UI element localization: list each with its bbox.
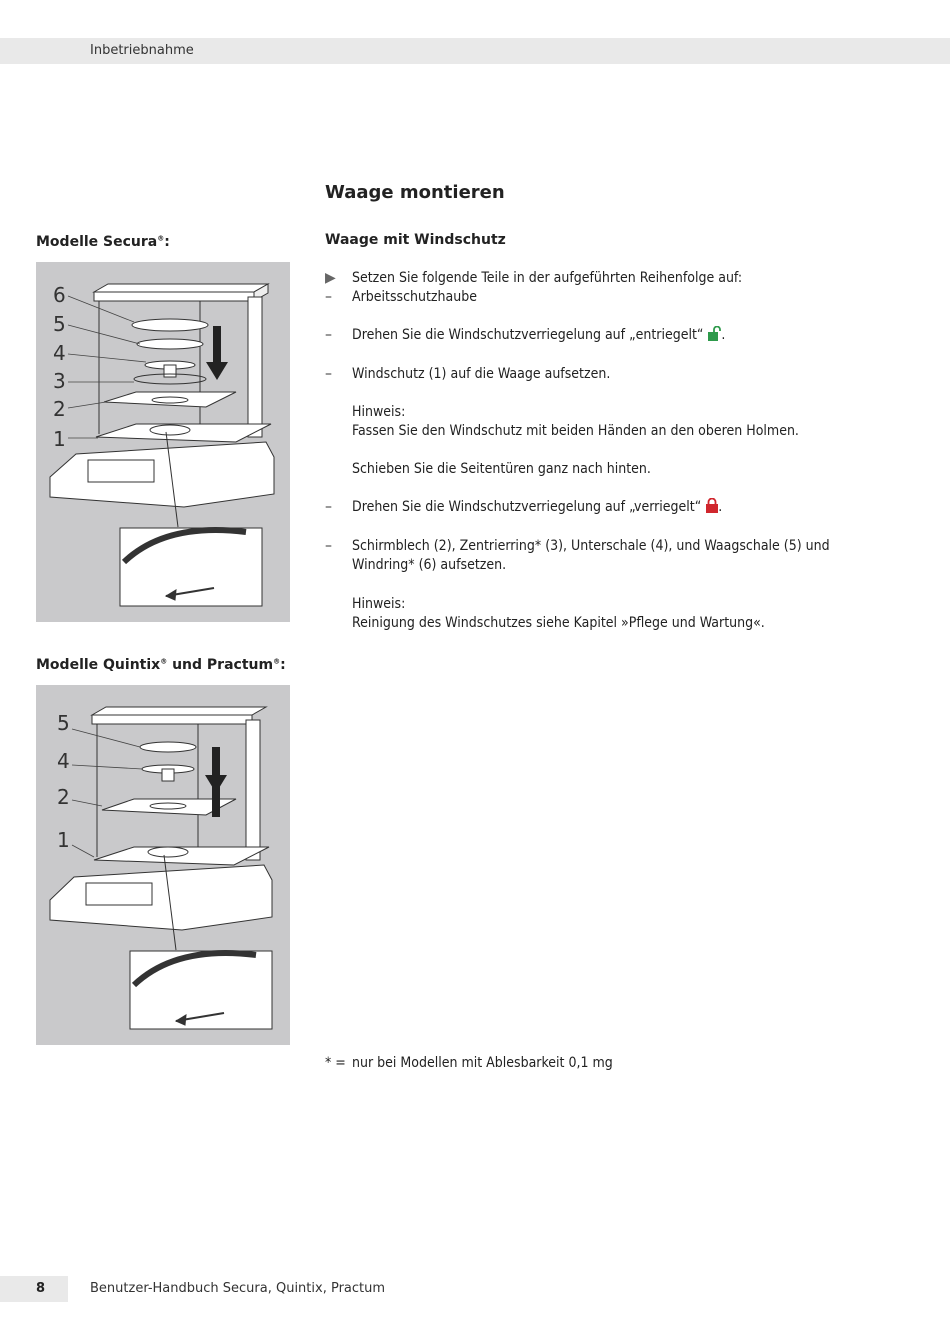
figure-secura-assembly <box>36 262 290 622</box>
step-marker: – <box>325 327 332 343</box>
unlocked-padlock-icon <box>708 326 721 341</box>
step-text: Schirmblech (2), Zentrierring* (3), Unterschale (4), und Waagschale (5) und <box>352 538 830 554</box>
step-text: Schieben Sie die Seitentüren ganz nach hinten. <box>352 461 651 477</box>
step-text: Setzen Sie folgende Teile in der aufgeführten Reihenfolge auf: <box>352 270 743 286</box>
page-number: 8 <box>36 1281 46 1296</box>
note-label: Hinweis: <box>352 596 406 612</box>
secura-balance-drawing <box>36 262 290 622</box>
step-marker: – <box>325 499 332 515</box>
callout-number: 5 <box>53 312 66 336</box>
step-unlock: Drehen Sie die Windschutzverriegelung auf „entriegelt“ . <box>352 327 726 343</box>
step-text: Windring* (6) aufsetzen. <box>352 557 507 573</box>
callout-number: 5 <box>57 711 70 735</box>
subheading: Waage mit Windschutz <box>325 232 506 248</box>
locked-padlock-icon <box>706 498 718 513</box>
note-label: Hinweis: <box>352 404 406 420</box>
step-text: Windschutz (1) auf die Waage aufsetzen. <box>352 366 611 382</box>
callout-number: 4 <box>53 341 66 365</box>
footer-page-box <box>0 1276 68 1302</box>
callout-number: 2 <box>53 397 66 421</box>
step-marker: ▶ <box>325 270 336 286</box>
callout-number: 1 <box>57 828 70 852</box>
callout-number: 1 <box>53 427 66 451</box>
page-title: Waage montieren <box>325 182 505 203</box>
step-marker: – <box>325 289 332 305</box>
step-text: Arbeitsschutzhaube <box>352 289 477 305</box>
step-marker: – <box>325 366 332 382</box>
note-text: Fassen Sie den Windschutz mit beiden Händen an den oberen Holmen. <box>352 423 799 439</box>
footnote-text: nur bei Modellen mit Ablesbarkeit 0,1 mg <box>352 1055 613 1071</box>
figure-label-quintix-practum: Modelle Quintix® und Practum®: <box>36 657 286 673</box>
callout-number: 2 <box>57 785 70 809</box>
figure-label-secura: Modelle Secura®: <box>36 234 170 250</box>
quintix-balance-drawing <box>36 685 290 1045</box>
note-text: Reinigung des Windschutzes siehe Kapitel »Pflege und Wartung«. <box>352 615 765 631</box>
footnote-mark: * = <box>325 1055 346 1071</box>
figure-quintix-assembly <box>36 685 290 1045</box>
callout-number: 6 <box>53 283 66 307</box>
callout-number: 4 <box>57 749 70 773</box>
footer-manual-title: Benutzer-Handbuch Secura, Quintix, Practum <box>90 1281 386 1296</box>
callout-number: 3 <box>53 369 66 393</box>
step-lock: Drehen Sie die Windschutzverriegelung auf „verriegelt“ . <box>352 499 723 515</box>
header-section-label: Inbetriebnahme <box>90 43 194 58</box>
step-marker: – <box>325 538 332 554</box>
